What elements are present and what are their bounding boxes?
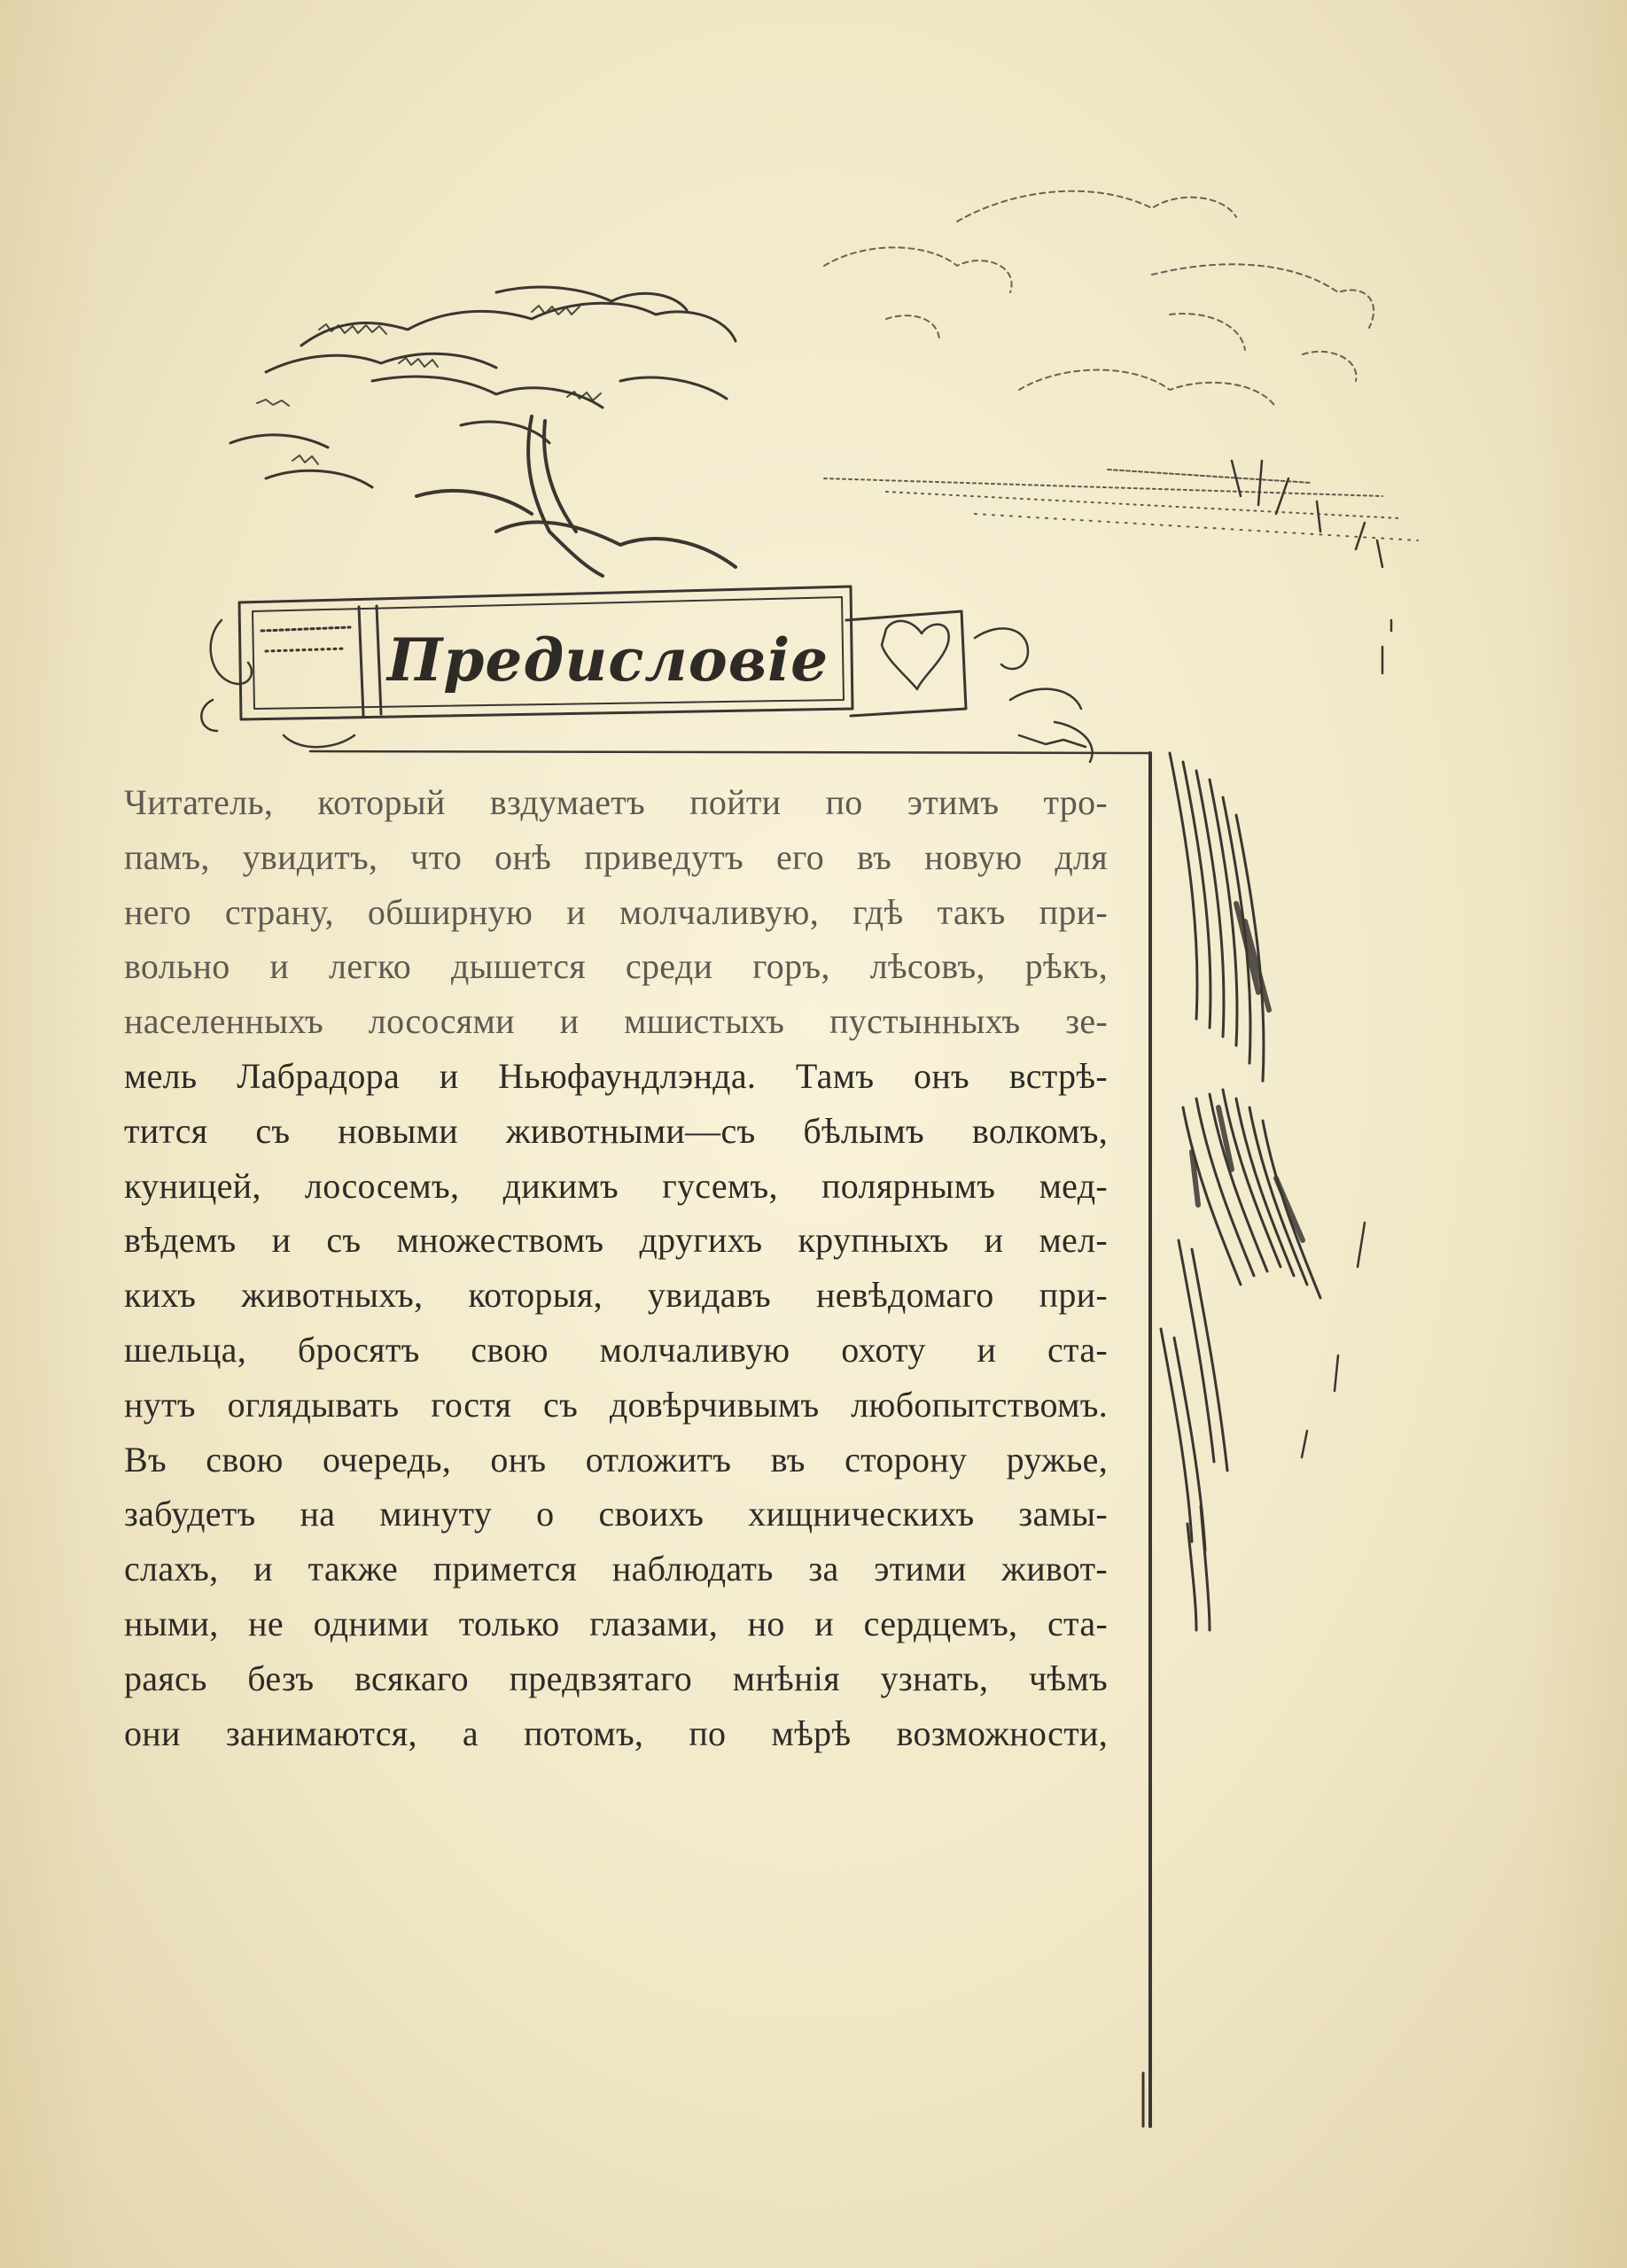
text-line: него страну, обширную и молчаливую, гдѣ такъ при- [124, 891, 1108, 932]
text-line: забудетъ на минуту о своихъ хищническихъ замы- [124, 1494, 1108, 1534]
text-line: мель Лабрадора и Ньюфаундлэнда. Тамъ онъ встрѣ- [124, 1055, 1108, 1096]
banner-flourish-right [975, 628, 1093, 762]
text-line: пaмъ, увидитъ, что онѣ приведутъ его въ новую для [124, 836, 1108, 877]
text-line: Въ свою очередь, онъ отложитъ въ сторону ружье, [124, 1439, 1108, 1480]
text-line: шельца, бросятъ свою молчаливую охоту и ста- [124, 1329, 1108, 1370]
text-line: раясь безъ всякаго предвзятаго мнѣнія узнать, чѣмъ [124, 1658, 1108, 1698]
text-line: вольно и легко дышется среди горъ, лѣсовъ, рѣкъ, [124, 946, 1108, 987]
text-line: вѣдемъ и съ множествомъ другихъ крупныхъ и мел- [124, 1220, 1108, 1261]
margin-marks [1302, 620, 1391, 1457]
text-line: тится съ новыми животными—съ бѣлымъ волкомъ, [124, 1110, 1108, 1151]
text-line: слахъ, и также примется наблюдать за этими живот- [124, 1549, 1108, 1589]
shore-reeds [1232, 461, 1382, 567]
text-line: кихъ животныхъ, которыя, увидавъ невѣдомаго при- [124, 1275, 1108, 1316]
text-line: ными, не одними только глазами, но и сердцемъ, ста- [124, 1603, 1108, 1643]
text-line: нутъ оглядывать гостя съ довѣрчивымъ любопытствомъ. [124, 1384, 1108, 1425]
horizon-lines [824, 470, 1418, 540]
cloud-lines [824, 191, 1374, 408]
right-hatching [1161, 753, 1320, 1630]
chapter-title: Предисловіе [386, 625, 829, 695]
text-line: куницей, лососемъ, дикимъ гусемъ, полярнымъ мед- [124, 1165, 1108, 1206]
text-line: они занимаются, а потомъ, по мѣрѣ возможности, [124, 1713, 1108, 1753]
text-line: населенныхъ лососями и мшистыхъ пустынныхъ зе- [124, 1001, 1108, 1042]
body-text [124, 775, 1108, 1760]
tree-trunk [416, 416, 736, 576]
tree-foliage [230, 287, 736, 487]
banner-flourish-left [201, 620, 354, 747]
text-line: Читатель, который вздумаетъ пойти по этимъ тро- [124, 782, 1108, 822]
